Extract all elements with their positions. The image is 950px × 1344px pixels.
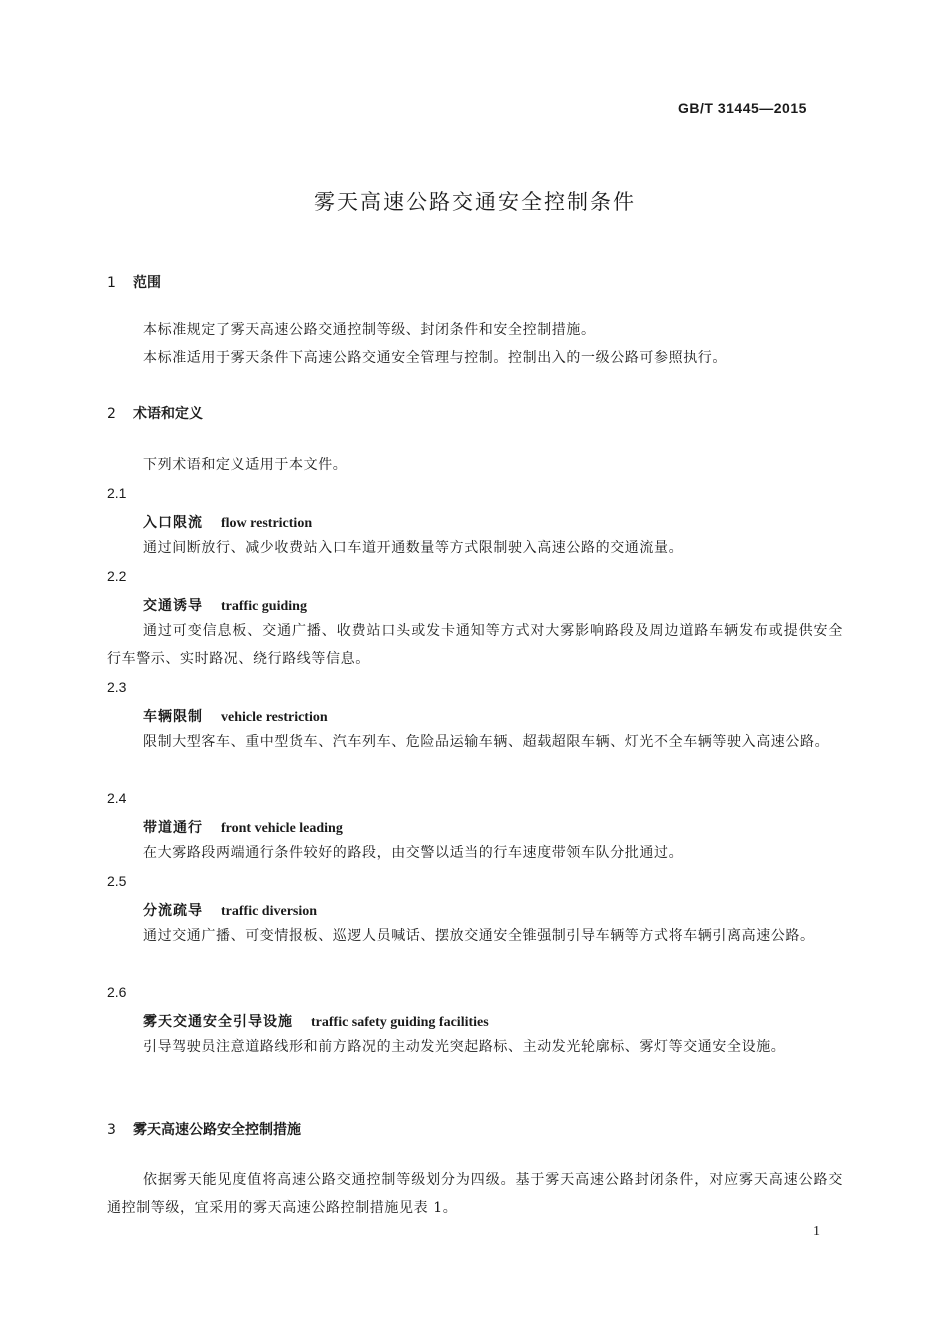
term-en: traffic guiding bbox=[221, 599, 307, 614]
term-en: front vehicle leading bbox=[221, 821, 343, 836]
section-number: 1 bbox=[107, 275, 116, 291]
term-entry bbox=[143, 900, 317, 920]
paragraph: 依据雾天能见度值将高速公路交通控制等级划分为四级。基于雾天高速公路封闭条件，对应雾天高速公路交通控制等级，宜采用的雾天高速公路控制措施见表 1。 bbox=[107, 1172, 843, 1216]
term-en: vehicle restriction bbox=[221, 710, 328, 725]
term-definition: 通过交通广播、可变情报板、巡逻人员喊话、摆放交通安全锥强制引导车辆等方式将车辆引离高速公路。 bbox=[143, 928, 815, 944]
term-definition: 限制大型客车、重中型货车、汽车列车、危险品运输车辆、超载超限车辆、灯光不全车辆等驶入高速公路。 bbox=[143, 734, 830, 750]
clause-number: 2.6 bbox=[107, 984, 127, 1000]
term-en: traffic safety guiding facilities bbox=[311, 1015, 489, 1030]
term-zh: 带道通行 bbox=[143, 820, 203, 836]
term-zh: 分流疏导 bbox=[143, 903, 203, 919]
term-zh: 交通诱导 bbox=[143, 598, 203, 614]
standard-number: GB/T 31445—2015 bbox=[678, 100, 807, 116]
section-heading-scope bbox=[107, 272, 161, 292]
clause-number: 2.2 bbox=[107, 568, 127, 584]
document-title: 雾天高速公路交通安全控制条件 bbox=[314, 190, 636, 214]
section-heading-terms bbox=[107, 403, 203, 423]
section-number: 3 bbox=[107, 1122, 116, 1138]
term-entry bbox=[143, 1011, 489, 1031]
term-definition: 通过可变信息板、交通广播、收费站口头或发卡通知等方式对大雾影响路段及周边道路车辆发布或提供安全行车警示、实时路况、绕行路线等信息。 bbox=[107, 623, 843, 667]
paragraph: 本标准适用于雾天条件下高速公路交通安全管理与控制。控制出入的一级公路可参照执行。 bbox=[143, 350, 727, 366]
term-entry bbox=[143, 706, 328, 726]
section-number: 2 bbox=[107, 406, 116, 422]
term-entry bbox=[143, 512, 312, 532]
clause-number: 2.4 bbox=[107, 790, 127, 806]
term-en: flow restriction bbox=[221, 516, 313, 531]
term-entry bbox=[143, 595, 307, 615]
paragraph: 本标准规定了雾天高速公路交通控制等级、封闭条件和安全控制措施。 bbox=[143, 322, 596, 338]
term-en: traffic diversion bbox=[221, 904, 318, 919]
term-zh: 车辆限制 bbox=[143, 709, 203, 725]
clause-number: 2.5 bbox=[107, 873, 127, 889]
page-number: 1 bbox=[813, 1224, 820, 1239]
term-definition: 通过间断放行、减少收费站入口车道开通数量等方式限制驶入高速公路的交通流量。 bbox=[143, 540, 684, 556]
term-entry bbox=[143, 817, 343, 837]
section-title: 雾天高速公路安全控制措施 bbox=[133, 1122, 301, 1138]
clause-number: 2.3 bbox=[107, 679, 127, 695]
term-zh: 雾天交通安全引导设施 bbox=[143, 1014, 293, 1030]
term-zh: 入口限流 bbox=[143, 515, 203, 531]
section-title: 范围 bbox=[133, 275, 161, 291]
paragraph: 下列术语和定义适用于本文件。 bbox=[143, 457, 348, 473]
term-definition: 在大雾路段两端通行条件较好的路段，由交警以适当的行车速度带领车队分批通过。 bbox=[143, 845, 684, 861]
clause-number: 2.1 bbox=[107, 485, 127, 501]
section-title: 术语和定义 bbox=[133, 406, 203, 422]
term-definition: 引导驾驶员注意道路线形和前方路况的主动发光突起路标、主动发光轮廓标、雾灯等交通安全设施。 bbox=[143, 1039, 786, 1055]
section-heading-measures bbox=[107, 1119, 301, 1139]
